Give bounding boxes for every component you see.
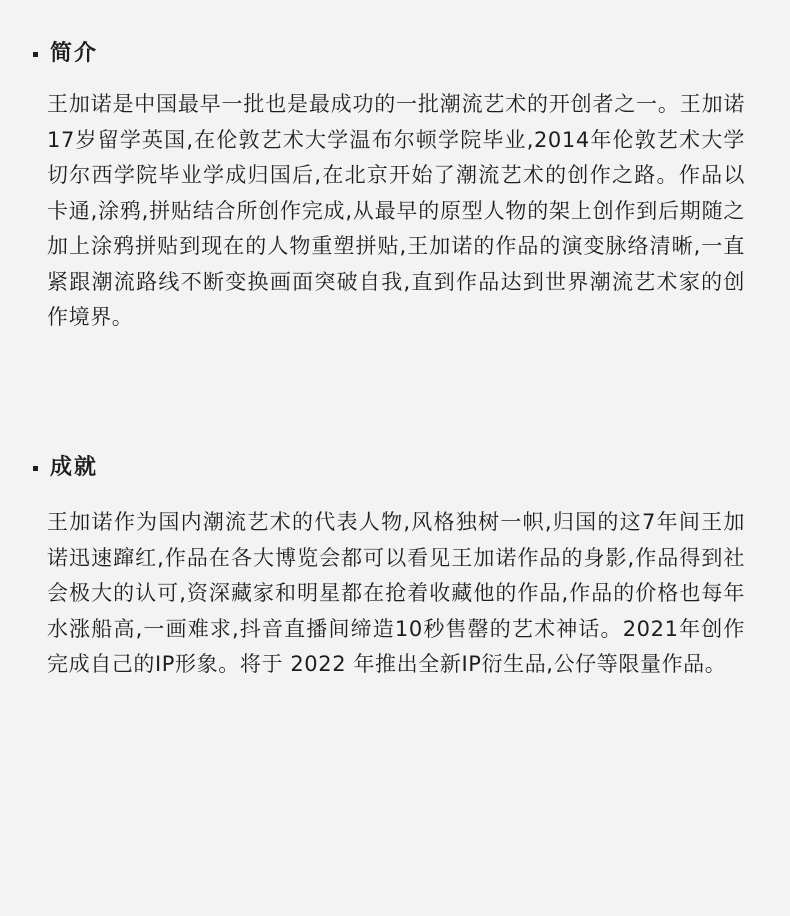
achievements-heading-text: 成就 [50, 455, 99, 480]
intro-paragraph: 王加诺是中国最早一批也是最成功的一批潮流艺术的开创者之一。王加诺17岁留学英国,在伦敦艺术大学温布尔顿学院毕业,2014年伦敦艺术大学切尔西学院毕业学成归国后,在北京开始了潮流艺术的创作之路。作品以卡通,涂鸦,拼贴结合所创作完成,从最早的原型人物的架上创作到后期随之加上涂鸦拼贴到现在的人物重塑拼贴,王加诺的作品的演变脉络清晰,一直紧跟潮流路线不断变换画面突破自我,直到作品达到世界潮流艺术家的创作境界。 [47, 92, 745, 329]
square-bullet-icon [33, 466, 38, 471]
square-bullet-icon [33, 52, 38, 57]
achievements-section [0, 450, 790, 683]
intro-heading-text: 简介 [50, 41, 99, 66]
intro-heading [0, 36, 790, 72]
achievements-paragraph: 王加诺作为国内潮流艺术的代表人物,风格独树一帜,归国的这7年间王加诺迅速蹿红,作品在各大博览会都可以看见王加诺作品的身影,作品得到社会极大的认可,资深藏家和明星都在抢着收藏他的作品,作品的价格也每年水涨船高,一画难求,抖音直播间缔造10秒售罄的艺术神话。2021年创作完成自己的IP形象。将于 2022 年推出全新IP衍生品,公仔等限量作品。 [47, 510, 745, 676]
intro-section [0, 36, 790, 336]
achievements-heading [0, 450, 790, 486]
